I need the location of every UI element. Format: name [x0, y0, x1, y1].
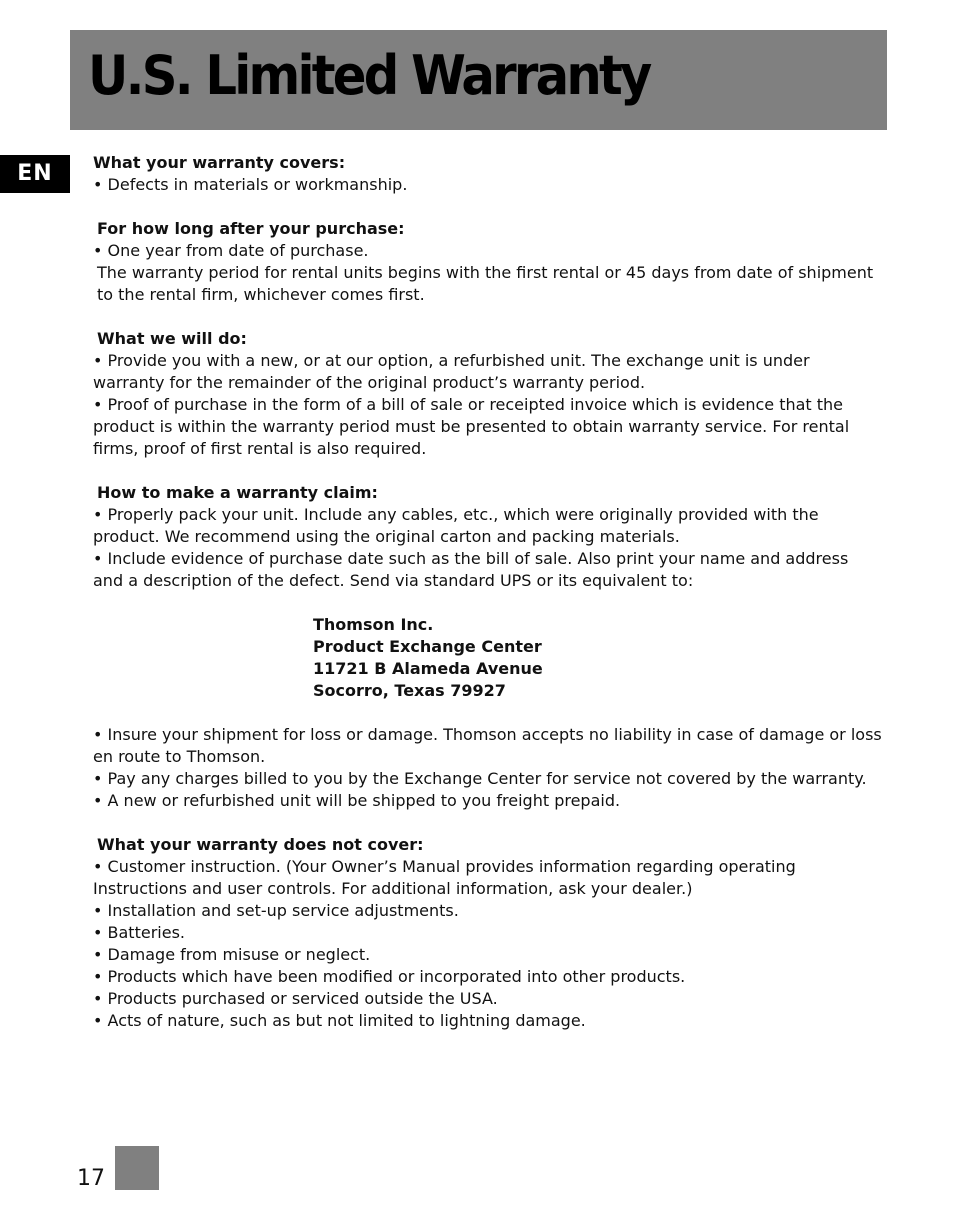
- list-item: • Products which have been modified or incorporated into other products.: [93, 967, 686, 986]
- section-claim: [93, 482, 883, 592]
- page-marker-box: [115, 1146, 159, 1190]
- section-claim-continued: [93, 724, 883, 812]
- page-title: U.S. Limited Warranty: [88, 44, 650, 107]
- section-heading: What your warranty does not cover:: [97, 835, 424, 854]
- page-number: 17: [77, 1166, 105, 1191]
- section-heading: What we will do:: [97, 329, 247, 348]
- section-heading: For how long after your purchase:: [97, 219, 405, 238]
- list-item: • One year from date of purchase.: [93, 241, 369, 260]
- section-duration: [93, 218, 883, 306]
- exchange-address: [313, 614, 883, 702]
- list-item: • Batteries.: [93, 923, 185, 942]
- section-heading: How to make a warranty claim:: [97, 483, 378, 502]
- address-line: 11721 B Alameda Avenue: [313, 659, 543, 678]
- address-line: Product Exchange Center: [313, 637, 542, 656]
- address-line: Socorro, Texas 79927: [313, 681, 506, 700]
- section-covers: [93, 152, 883, 196]
- list-item: • Defects in materials or workmanship.: [93, 175, 408, 194]
- warranty-content: [93, 152, 883, 1054]
- list-item: • Acts of nature, such as but not limited to lightning damage.: [93, 1011, 586, 1030]
- paragraph: The warranty period for rental units begins with the first rental or 45 days from date of shipment to the rental firm, whichever comes first.: [97, 263, 874, 304]
- section-heading: What your warranty covers:: [93, 153, 346, 172]
- list-item: • Provide you with a new, or at our option, a refurbished unit. The exchange unit is under warranty for the remainder of the original product’s warranty period.: [93, 351, 810, 392]
- list-item: • Insure your shipment for loss or damage. Thomson accepts no liability in case of damage or loss en route to Thomson.: [93, 725, 882, 766]
- list-item: • Installation and set-up service adjustments.: [93, 901, 459, 920]
- list-item: • Pay any charges billed to you by the Exchange Center for service not covered by the warranty.: [93, 769, 867, 788]
- section-will-do: [93, 328, 883, 460]
- list-item: • Customer instruction. (Your Owner’s Manual provides information regarding operating Instructions and user controls. For additional information, ask your dealer.): [93, 857, 796, 898]
- list-item: • Products purchased or serviced outside the USA.: [93, 989, 498, 1008]
- list-item: • A new or refurbished unit will be shipped to you freight prepaid.: [93, 791, 621, 810]
- language-tab: EN: [0, 155, 70, 193]
- section-not-cover: [93, 834, 883, 1032]
- list-item: • Damage from misuse or neglect.: [93, 945, 371, 964]
- list-item: • Include evidence of purchase date such as the bill of sale. Also print your name and address and a description of the defect. Send via standard UPS or its equivalent to:: [93, 549, 849, 590]
- title-banner: [70, 30, 887, 130]
- address-line: Thomson Inc.: [313, 615, 434, 634]
- list-item: • Properly pack your unit. Include any cables, etc., which were originally provided with the product. We recommend using the original carton and packing materials.: [93, 505, 819, 546]
- list-item: • Proof of purchase in the form of a bill of sale or receipted invoice which is evidence that the product is within the warranty period must be presented to obtain warranty service. For rental firms, proof of first rental is also required.: [93, 395, 850, 458]
